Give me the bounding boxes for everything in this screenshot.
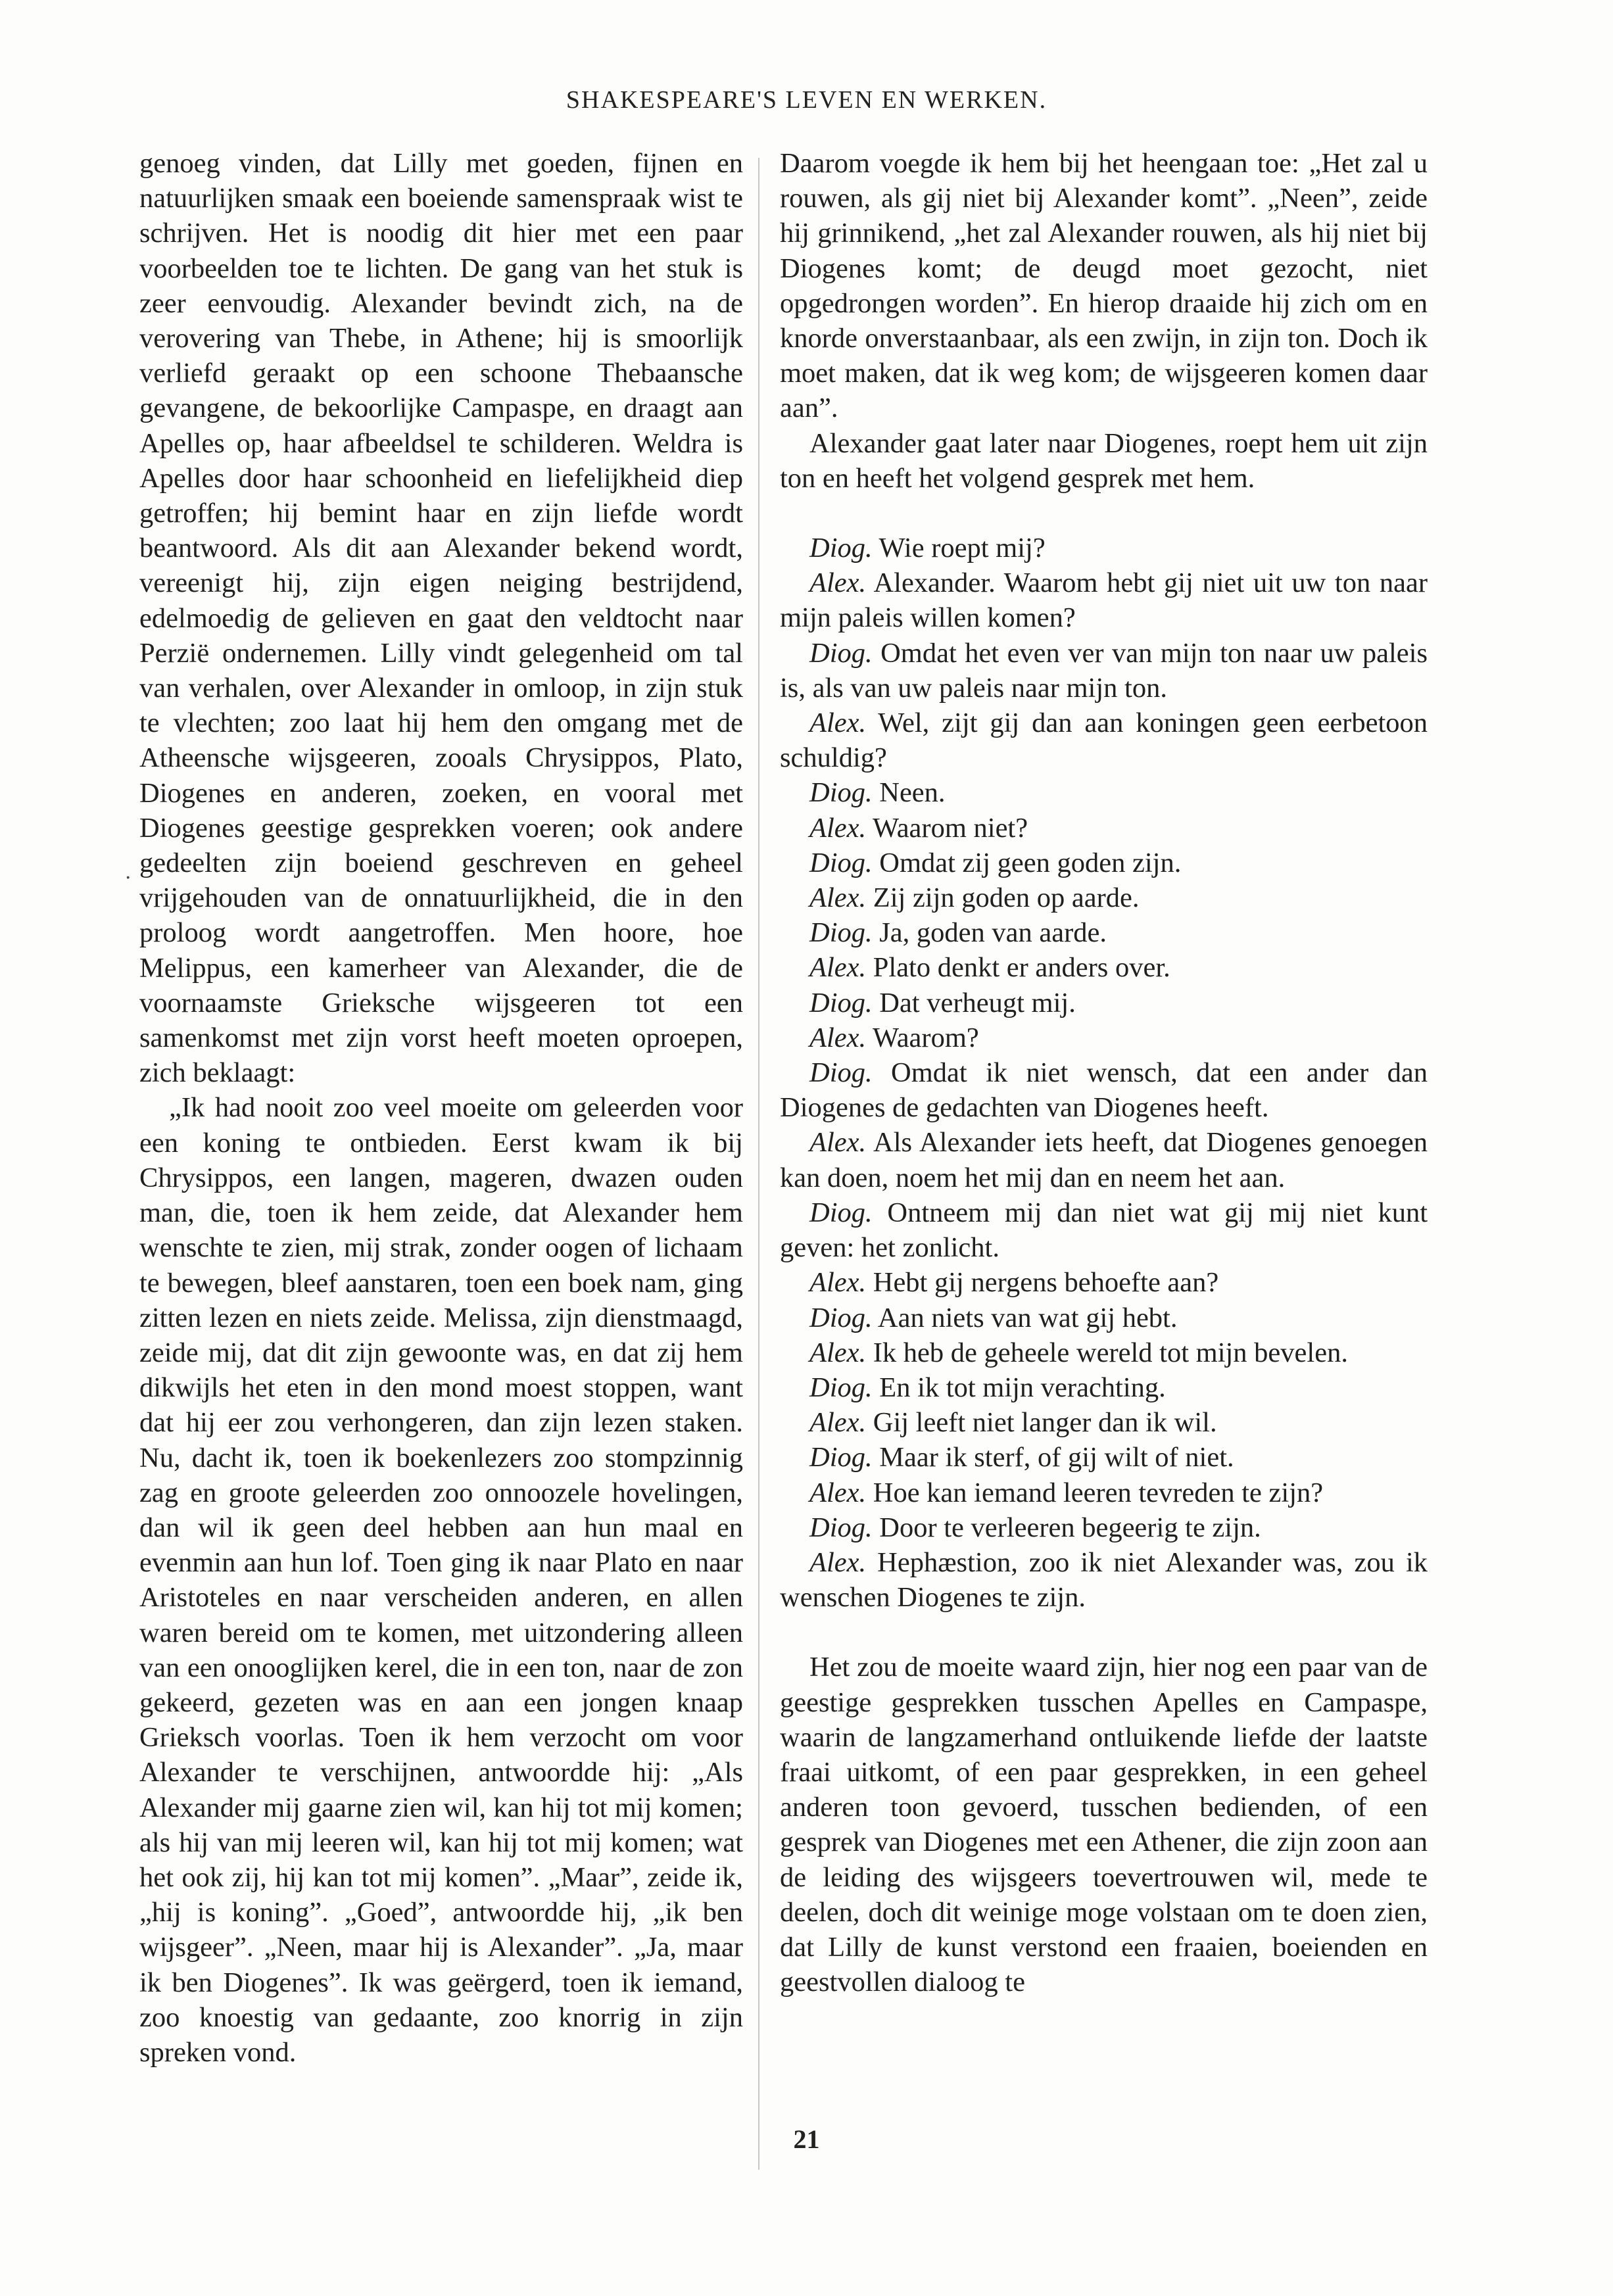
dialogue-line [780, 1055, 1428, 1125]
speaker-name: Alex. [809, 1127, 867, 1159]
speaker-name: Diog. [809, 1197, 873, 1228]
dialogue-text: Hephæstion, zoo ik niet Alexander was, zou ik wenschen Diogenes te zijn. [780, 1546, 1428, 1614]
dialogue-text: Zij zijn goden op aarde. [873, 882, 1140, 914]
dialogue-text: Hebt gij nergens behoefte aan? [873, 1267, 1219, 1299]
dialogue-line [780, 846, 1428, 880]
column-divider-rule [758, 158, 759, 2170]
dialogue-text: Waarom niet? [872, 812, 1028, 844]
speaker-name: Diog. [809, 1057, 873, 1089]
speaker-name: Alex. [809, 882, 867, 914]
dialogue-text: Als Alexander iets heeft, dat Diogenes genoegen kan doen, noem het mij dan en neem het aan. [780, 1127, 1428, 1193]
paragraph-melippus-continued: Daarom voegde ik hem bij het heengaan toe: „Het zal u rouwen, als gij niet bij Alexander komt”. „Neen”, zeide hij grinnikend, „het zal Alexander rouwen, als hij niet bij Diogenes komt; de deugd moet gezocht, niet opgedrongen worden”. En hierop draaide hij zich om en knorde onverstaanbaar, als een zwijn, in zijn ton. Doch ik moet maken, dat ik weg kom; de wijsgeeren komen daar aan”. [780, 148, 1428, 424]
dialogue-text: Waarom? [872, 1022, 979, 1053]
left-text-column [139, 146, 743, 2070]
dialogue-text: Maar ik sterf, of gij wilt of niet. [879, 1442, 1234, 1473]
running-header: SHAKESPEARE'S LEVEN EN WERKEN. [566, 86, 1047, 114]
dialogue-line [780, 1125, 1428, 1195]
speaker-name: Alex. [809, 1546, 867, 1578]
dialogue-text: Ik heb de geheele wereld tot mijn bevelen. [873, 1337, 1348, 1368]
dialogue-line [780, 531, 1428, 565]
speaker-name: Diog. [809, 637, 873, 669]
dialogue-block [780, 531, 1428, 1615]
speaker-name: Alex. [809, 707, 867, 739]
dialogue-line [780, 1195, 1428, 1265]
dialogue-text: Omdat ik niet wensch, dat een ander dan Diogenes de gedachten van Diogenes heeft. [780, 1057, 1428, 1124]
speaker-name: Diog. [809, 1372, 873, 1403]
dialogue-text: Plato denkt er anders over. [873, 952, 1170, 984]
dialogue-text: Alexander. Waarom hebt gij niet uit uw ton naar mijn paleis willen komen? [780, 567, 1428, 634]
speaker-name: Diog. [809, 1512, 873, 1543]
speaker-name: Diog. [809, 1442, 873, 1473]
dialogue-line [780, 1265, 1428, 1300]
section-gap [780, 496, 1428, 531]
paragraph-dialogue-intro: Alexander gaat later naar Diogenes, roept hem uit zijn ton en heeft het volgend gesprek met hem. [780, 427, 1428, 494]
speaker-name: Diog. [809, 917, 873, 949]
speaker-name: Alex. [809, 567, 867, 599]
margin-mark: · [125, 867, 132, 890]
dialogue-line [780, 950, 1428, 985]
dialogue-text: Door te verleeren begeerig te zijn. [879, 1512, 1261, 1543]
paragraph-lilly-dialogue-intro: genoeg vinden, dat Lilly met goeden, fijnen en natuurlijken smaak een boeiende samenspraak wist te schrijven. Het is noodig dit hier met een paar voorbeelden toe te lichten. De gang van het stuk is zeer eenvoudig. Alexander bevindt zich, na de verovering van Thebe, in Athene; hij is smoorlijk verliefd geraakt op een schoone Thebaansche gevangene, de bekoorlijke Campaspe, en draagt aan Apelles op, haar afbeeldsel te schilderen. Weldra is Apelles door haar schoonheid en liefelijkheid diep getroffen; hij bemint haar en zijn liefde wordt beantwoord. Als dit aan Alexander bekend wordt, vereenigt hij, zijn eigen neiging bestrijdend, edelmoedig de gelieven en gaat den veldtocht naar Perzië ondernemen. Lilly vindt gelegenheid om tal van verhalen, over Alexander in omloop, in zijn stuk te vlechten; zoo laat hij hem den omgang met de Atheensche wijsgeeren, zooals Chrysippos, Plato, Diogenes en anderen, zoeken, en vooral met Diogenes geestige gesprekken voeren; ook andere gedeelten zijn boeiend geschreven en geheel vrijgehouden van de onnatuurlijkheid, die in den proloog wordt aangetroffen. Men hoore, hoe Melippus, een kamerheer van Alexander, die de voornaamste Grieksche wijsgeeren tot een samenkomst met zijn vorst heeft moeten oproepen, zich beklaagt: [139, 148, 743, 1089]
dialogue-text: Omdat zij geen goden zijn. [879, 847, 1182, 878]
dialogue-line [780, 1020, 1428, 1055]
dialogue-text: Ja, goden van aarde. [879, 917, 1107, 949]
dialogue-text: Dat verheugt mij. [879, 987, 1076, 1018]
speaker-name: Alex. [809, 1477, 867, 1508]
section-gap [780, 1615, 1428, 1650]
speaker-name: Alex. [809, 1267, 867, 1299]
speaker-name: Diog. [809, 777, 873, 809]
speaker-name: Diog. [809, 987, 873, 1018]
speaker-name: Alex. [809, 1337, 867, 1368]
speaker-name: Alex. [809, 1407, 867, 1439]
dialogue-line [780, 1475, 1428, 1510]
dialogue-text: Aan niets van wat gij hebt. [877, 1302, 1178, 1333]
dialogue-line [780, 775, 1428, 810]
dialogue-text: Neen. [879, 777, 946, 809]
speaker-name: Diog. [809, 533, 873, 564]
dialogue-text: Omdat het even ver van mijn ton naar uw paleis is, als van uw paleis naar mijn ton. [780, 637, 1428, 704]
dialogue-line [780, 1440, 1428, 1475]
dialogue-line [780, 1335, 1428, 1370]
dialogue-line [780, 986, 1428, 1020]
dialogue-text: Hoe kan iemand leeren tevreden te zijn? [873, 1477, 1324, 1508]
dialogue-line [780, 636, 1428, 706]
dialogue-line [780, 565, 1428, 635]
speaker-name: Diog. [809, 1302, 873, 1333]
speaker-name: Alex. [809, 812, 867, 844]
dialogue-text: En ik tot mijn verachting. [879, 1372, 1166, 1403]
paragraph-closing-remarks: Het zou de moeite waard zijn, hier nog een paar van de geestige gesprekken tusschen Apelles en Campaspe, waarin de langzamerhand ontluikende liefde der laatste fraai uitkomt, of een paar gesprekken, in een geheel anderen toon gevoerd, tusschen bedienden, of een gesprek van Diogenes met een Athener, die zijn zoon aan de leiding des wijsgeers toevertrouwen wil, mede te deelen, doch dit weinige moge volstaan om te doen zien, dat Lilly de kunst verstond een fraaien, boeienden en geestvollen dialoog te [780, 1652, 1428, 1998]
dialogue-line [780, 1301, 1428, 1335]
dialogue-text: Wie roept mij? [879, 533, 1046, 564]
speaker-name: Alex. [809, 1022, 867, 1053]
dialogue-text: Wel, zijt gij dan aan koningen geen eerbetoon schuldig? [780, 707, 1428, 774]
page-number: 21 [793, 2124, 820, 2154]
dialogue-line [780, 1545, 1428, 1615]
speaker-name: Alex. [809, 952, 867, 984]
dialogue-line [780, 1405, 1428, 1440]
dialogue-line [780, 1510, 1428, 1545]
dialogue-line [780, 880, 1428, 915]
dialogue-line [780, 1370, 1428, 1405]
dialogue-text: Ontneem mij dan niet wat gij mij niet kunt geven: het zonlicht. [780, 1197, 1428, 1264]
dialogue-line [780, 706, 1428, 775]
dialogue-line [780, 915, 1428, 950]
speaker-name: Diog. [809, 847, 873, 878]
right-text-column [780, 146, 1428, 1999]
dialogue-text: Gij leeft niet langer dan ik wil. [873, 1407, 1217, 1439]
paragraph-melippus-complaint: „Ik had nooit zoo veel moeite om geleerden voor een koning te ontbieden. Eerst kwam ik bij Chrysippos, een langen, mageren, dwazen ouden man, die, toen ik hem zeide, dat Alexander hem wenschte te zien, mij strak, zonder oogen of lichaam te bewegen, bleef aanstaren, toen een boek nam, ging zitten lezen en niets zeide. Melissa, zijn dienstmaagd, zeide mij, dat dit zijn gewoonte was, en dat zij hem dikwijls het eten in den mond moest stoppen, want dat hij eer zou verhongeren, dan zijn lezen staken. Nu, dacht ik, toen ik boekenlezers zoo stompzinnig zag en groote geleerden zoo onnoozele hovelingen, dan wil ik geen deel hebben aan hun maal en evenmin aan hun lof. Toen ging ik naar Plato en naar Aristoteles en naar verscheiden anderen, en allen waren bereid om te komen, met uitzondering alleen van een onooglijken kerel, die in een ton, naar de zon gekeerd, gezeten was en aan een jongen knaap Grieksch voorlas. Toen ik hem verzocht om voor Alexander te verschijnen, antwoordde hij: „Als Alexander mij gaarne zien wil, kan hij tot mij komen; als hij van mij leeren wil, kan hij tot mij komen; wat het ook zij, hij kan tot mij komen”. „Maar”, zeide ik, „hij is koning”. „Goed”, antwoordde hij, „ik ben wijsgeer”. „Neen, maar hij is Alexander”. „Ja, maar ik ben Diogenes”. Ik was geërgerd, toen ik iemand, zoo knoestig van gedaante, zoo knorrig in zijn spreken vond. [139, 1092, 743, 2068]
dialogue-line [780, 811, 1428, 846]
